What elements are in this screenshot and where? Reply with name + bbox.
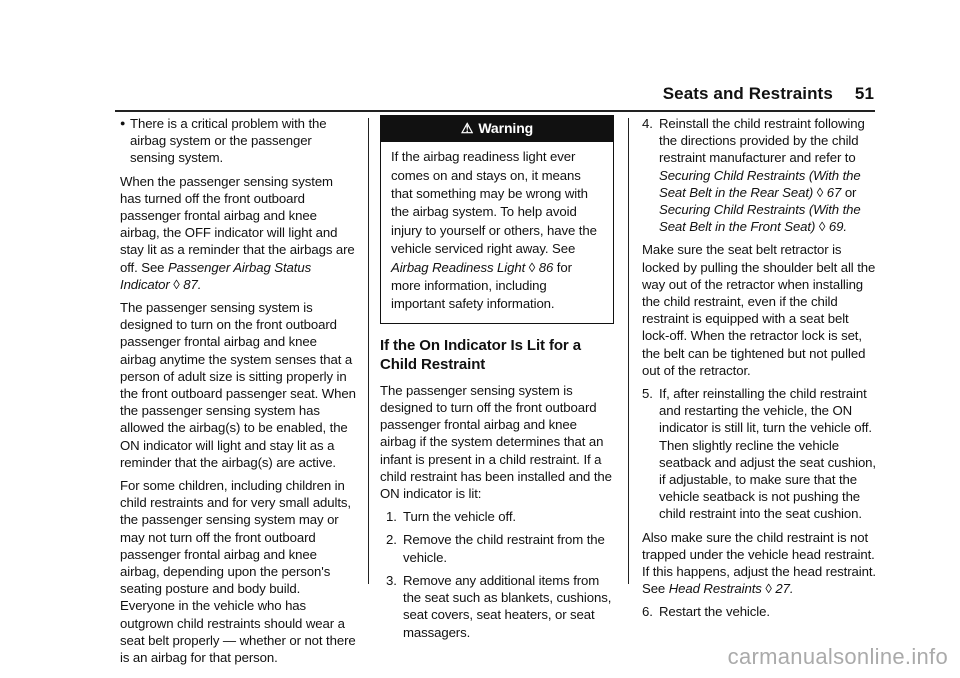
bullet-item <box>120 115 356 167</box>
step-4: 4. Reinstall the child restraint following the directions provided by the child restraint manufacturer and refer to Securing Child Restraints (With the Seat Belt in the Rear Seat) ◊ 67 or Securing Child Restraints (With the Seat Belt in the Front Seat) ◊ 69. <box>642 116 865 235</box>
warning-header: ⚠ Warning <box>381 116 613 142</box>
page-ref-icon: ◊ <box>528 259 536 275</box>
page-header <box>663 84 874 104</box>
paragraph: For some children, including children in child restraints and for very small adults, the passenger sensing system may or may not turn off the front outboard passenger frontal airbag and knee airbag, depending upon the person's seating posture and body build. Everyone in the vehicle who has outgrown child restraints should wear a seat belt properly — whether or not there is an airbag for that person. <box>120 478 356 666</box>
page-ref-icon: ◊ <box>765 581 772 597</box>
column-1 <box>120 115 356 672</box>
section-title: Seats and Restraints <box>662 84 833 103</box>
column-divider-1 <box>368 118 369 584</box>
warning-triangle-icon: ⚠ <box>460 120 474 136</box>
step-5: 5. If, after reinstalling the child restraint and restarting the vehicle, the ON indicator is still lit, turn the vehicle off. Then slightly recline the vehicle seatback and adjust the seat cushion, if adjustable, to make sure that the vehicle seatback is not pushing the child restraint into the seat cushion. <box>642 386 876 522</box>
page-ref-icon: ◊ <box>173 276 180 292</box>
step-3: 3. Remove any additional items from the seat such as blankets, cushions, seat covers, seat heaters, or seat massagers. <box>386 572 612 640</box>
watermark: carmanualsonline.info <box>727 644 948 669</box>
link-ref[interactable]: Passenger Airbag Status Indicator <box>120 259 312 292</box>
page-number: 51 <box>854 84 874 103</box>
paragraph: The passenger sensing system is designed to turn off the front outboard passenger frontal airbag and knee airbag if the system determines that an infant is present in a child restraint. If a child restraint has been installed and the ON indicator is lit: <box>380 382 612 502</box>
page-ref-icon: ◊ <box>816 184 824 200</box>
column-2 <box>380 115 614 647</box>
link-ref[interactable]: Securing Child Restraints (With the Seat Belt in the Front Seat) <box>659 202 861 235</box>
link-ref[interactable]: Airbag Readiness Light <box>391 259 526 275</box>
paragraph: The passenger sensing system is designed to turn on the front outboard passenger frontal airbag and knee airbag anytime the system senses that a person of adult size is sitting properly in the front outboard passenger seat. When the passenger sensing system has allowed the airbag(s) to be enabled, the ON indicator will light and stay lit as a reminder that the airbag(s) are active. <box>120 300 356 470</box>
step-6: 6. Restart the vehicle. <box>642 604 770 620</box>
paragraph: Make sure the seat belt retractor is locked by pulling the shoulder belt all the way out of the retractor when installing the child restraint, even if the child restraint is equipped with a seat belt lock-off. When the retractor lock is set, the belt can be tightened but not pulled out of the retractor. <box>642 242 876 378</box>
warning-box <box>380 115 614 324</box>
header-rule <box>115 110 875 112</box>
column-3 <box>642 115 876 627</box>
section-heading: If the On Indicator Is Lit for a Child Restraint <box>380 336 581 373</box>
column-divider-2 <box>628 118 629 584</box>
bullet-text: There is a critical problem with the airbag system or the passenger sensing system. <box>130 116 327 166</box>
page-ref-icon: ◊ <box>818 219 826 235</box>
link-ref[interactable]: Head Restraints <box>668 581 762 597</box>
step-1: 1. Turn the vehicle off. <box>386 509 516 525</box>
step-2: 2. Remove the child restraint from the vehicle. <box>386 532 605 565</box>
paragraph: When the passenger sensing system has turned off the front outboard passenger frontal airbag and knee airbag, the OFF indicator will light and stay lit as a reminder that the airbags are off. See Passenger Airbag Status Indicator ◊ 87. <box>120 173 355 292</box>
bullet-icon: ● <box>120 118 126 128</box>
paragraph: Also make sure the child restraint is not trapped under the vehicle head restraint. If this happens, adjust the head restraint. See Head Restraints ◊ 27. <box>642 529 876 597</box>
warning-body: If the airbag readiness light ever comes on and stays on, it means that something may be wrong with the airbag system. To help avoid injury to yourself or others, have the vehicle serviced right away. See Airbag Readiness Light ◊ 86 for more information, including important safety information. <box>391 149 597 312</box>
link-ref[interactable]: Securing Child Restraints (With the Seat Belt in the Rear Seat) <box>659 167 861 200</box>
